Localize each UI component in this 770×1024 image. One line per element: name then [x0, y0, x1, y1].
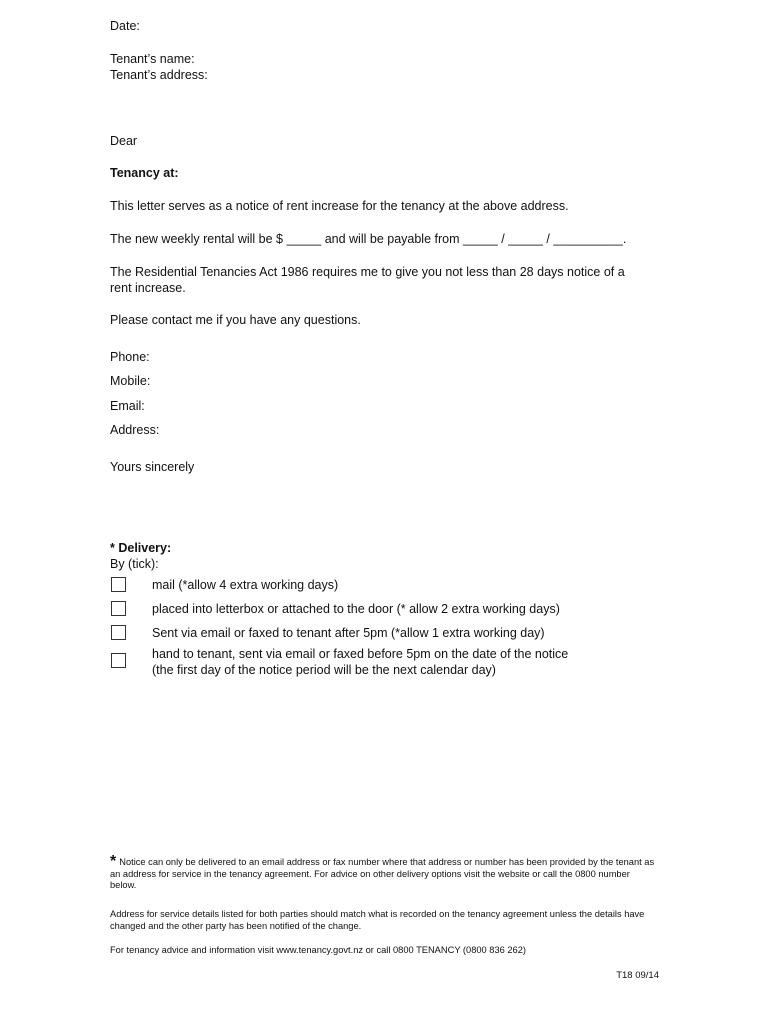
delivery-option-letterbox: placed into letterbox or attached to the door (* allow 2 extra working days) — [152, 602, 560, 616]
footer-asterisk: * — [110, 853, 117, 870]
delivery-option-mail: mail (*allow 4 extra working days) — [152, 578, 339, 592]
tenant-name-label: Tenant’s name: — [110, 52, 195, 66]
delivery-option-hand-line1: hand to tenant, sent via email or faxed before 5pm on the date of the notice — [152, 647, 569, 661]
delivery-checkbox-letterbox[interactable] — [111, 601, 126, 616]
delivery-checkbox-mail[interactable] — [111, 577, 126, 592]
delivery-option-email-after-5pm: Sent via email or faxed to tenant after 5pm (*allow 1 extra working day) — [152, 626, 545, 640]
closing: Yours sincerely — [110, 460, 195, 474]
delivery-checkbox-email-after-5pm[interactable] — [111, 625, 126, 640]
email-label: Email: — [110, 399, 145, 413]
phone-label: Phone: — [110, 350, 150, 364]
delivery-option-hand-line2: (the first day of the notice period will be the next calendar day) — [152, 663, 496, 677]
footer-note-delivery-text: Notice can only be delivered to an email address or fax number where that address or number has been provided by the tenant as an address for service in the tenancy agreement. For advice on other delivery options visit the website or call the 0800 number below. — [110, 857, 655, 890]
delivery-subheading: By (tick): — [110, 557, 159, 571]
tenancy-label: Tenancy at: — [110, 166, 179, 180]
delivery-heading: * Delivery: — [110, 541, 172, 555]
mobile-label: Mobile: — [110, 374, 151, 388]
intro-paragraph: This letter serves as a notice of rent increase for the tenancy at the above address. — [110, 199, 569, 213]
footer-note-delivery — [110, 853, 658, 892]
act-paragraph-line1: The Residential Tenancies Act 1986 requires me to give you not less than 28 days notice of a — [110, 265, 625, 279]
delivery-checkbox-hand[interactable] — [111, 653, 126, 668]
form-code: T18 09/14 — [616, 970, 659, 981]
new-rental-paragraph: The new weekly rental will be $ _____ and will be payable from _____ / _____ / __________. — [110, 232, 627, 246]
address-label: Address: — [110, 423, 160, 437]
salutation: Dear — [110, 134, 138, 148]
date-label: Date: — [110, 19, 140, 33]
tenant-address-label: Tenant’s address: — [110, 68, 208, 82]
act-paragraph-line2: rent increase. — [110, 281, 186, 295]
footer-note-contact: For tenancy advice and information visit www.tenancy.govt.nz or call 0800 TENANCY (0800 836 262) — [110, 945, 526, 955]
footer-note-address: Address for service details listed for both parties should match what is recorded on the tenancy agreement unless the details have changed and the other party has been notified of the change. — [110, 909, 645, 931]
contact-paragraph: Please contact me if you have any questions. — [110, 313, 361, 327]
